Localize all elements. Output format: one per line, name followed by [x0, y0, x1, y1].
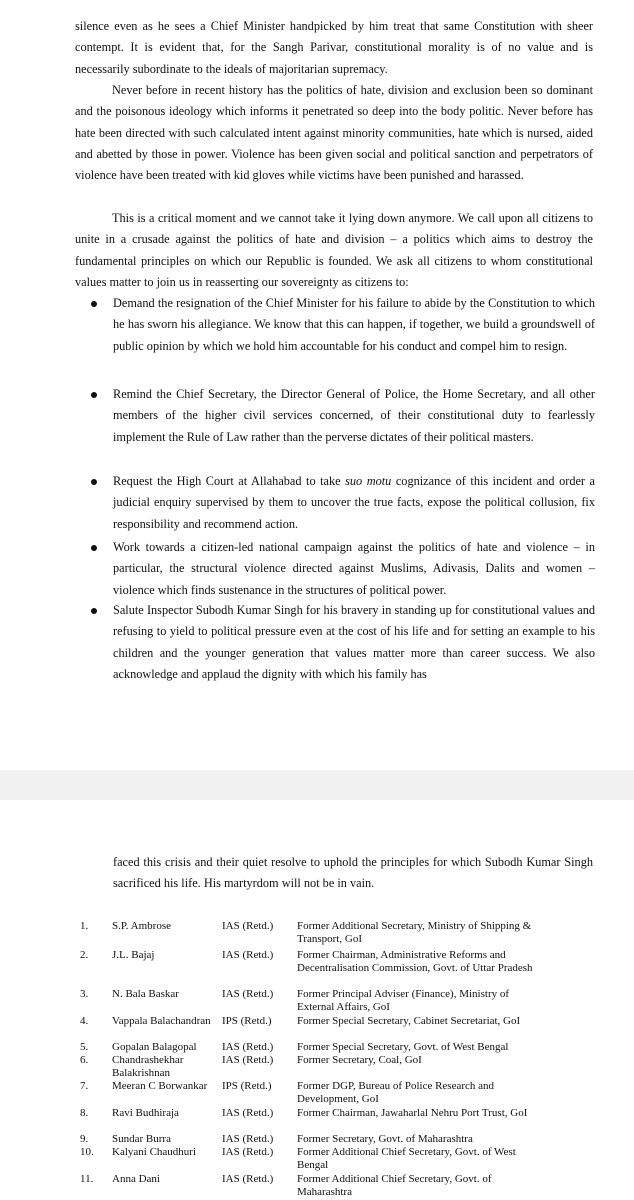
signatory-name: Meeran C Borwankar [112, 1080, 208, 1092]
signatory-name: Vappala Balachandran [112, 1015, 211, 1027]
bullet-dot [91, 479, 97, 485]
paragraph-continued: silence even as he sees a Chief Minister handpicked by him treat that same Constitution with sheer contempt. It is evident that, for the Sangh Parivar, constitutional morality is of no value and is necessarily subordinate to the ideals of majoritarian supremacy. [75, 19, 593, 76]
signatory-service: IPS (Retd.) [222, 1015, 272, 1027]
signatory-service: IAS (Retd.) [222, 988, 274, 1000]
signatory-service: IAS (Retd.) [222, 1107, 274, 1119]
signatory-role: Former Secretary, Govt. of Maharashtra [297, 1133, 473, 1145]
bullet-dot [91, 545, 97, 551]
signatory-role: Former Additional Secretary, Ministry of Shipping & Transport, GoI [297, 920, 532, 945]
bullet-text: Demand the resignation of the Chief Minister for his failure to abide by the Constitution to which he has sworn his allegiance. We know that this can happen, if together, we build a groundswell of public opinion by which we hold him accountable for his conduct and compel him to resign. [113, 296, 595, 353]
signatory-role: Former Principal Adviser (Finance), Ministry of External Affairs, GoI [297, 988, 510, 1013]
bullet-dot [91, 608, 97, 614]
signatory-number: 1. [80, 920, 89, 932]
signatory-number: 9. [80, 1133, 89, 1145]
signatory-number: 8. [80, 1107, 89, 1119]
bullet-text-part: cognizance of this incident and order a judicial enquiry supervised by them to uncover the true facts, expose the political collusion, fix responsibility and recommend action. [113, 474, 595, 531]
signatory-service: IAS (Retd.) [222, 1054, 274, 1066]
signatory-service: IAS (Retd.) [222, 920, 274, 932]
bullet-text: Work towards a citizen-led national campaign against the politics of hate and violence – in particular, the structural violence directed against Muslims, Adivasis, Dalits and women – violence which finds sustenance in the structures of political power. [113, 540, 595, 597]
signatory-role: Former DGP, Bureau of Police Research and Development, GoI [297, 1080, 495, 1105]
signatory-number: 10. [80, 1146, 94, 1158]
signatory-role: Former Special Secretary, Govt. of West Bengal [297, 1041, 509, 1053]
signatory-number: 2. [80, 949, 89, 961]
bullet-text [113, 471, 595, 535]
signatory-number: 3. [80, 988, 89, 1000]
signatory-name: N. Bala Baskar [112, 988, 179, 1000]
signatory-service: IAS (Retd.) [222, 1133, 274, 1145]
signatory-service: IPS (Retd.) [222, 1080, 272, 1092]
signatory-name: Ravi Budhiraja [112, 1107, 179, 1119]
bullet-text-part: Request the High Court at Allahabad to take [113, 474, 346, 488]
signatory-name: J.L. Bajaj [112, 949, 155, 961]
signatory-name: Chandrashekhar Balakrishnan [112, 1054, 184, 1079]
signatory-name: S.P. Ambrose [112, 920, 171, 932]
bullet-dot [91, 301, 97, 307]
signatory-name: Sundar Burra [112, 1133, 171, 1145]
bullet-text: Salute Inspector Subodh Kumar Singh for his bravery in standing up for constitutional values and refusing to yield to political pressure even at the cost of his life and for setting an example to his children and the younger generation that values matter more than career success. We also acknowledge and applaud the dignity with which his family has [113, 603, 595, 681]
paragraph-continuation: faced this crisis and their quiet resolve to uphold the principles for which Subodh Kumar Singh sacrificed his life. His martyrdom will not be in vain. [113, 855, 593, 891]
signatory-number: 7. [80, 1080, 89, 1092]
signatory-number: 4. [80, 1015, 89, 1027]
signatory-role: Former Additional Chief Secretary, Govt. of Maharashtra [297, 1173, 492, 1198]
signatory-number: 5. [80, 1041, 89, 1053]
bullet-dot [91, 392, 97, 398]
signatory-service: IAS (Retd.) [222, 1173, 274, 1185]
signatory-name: Kalyani Chaudhuri [112, 1146, 197, 1158]
paragraph-hate-politics: Never before in recent history has the politics of hate, division and exclusion been so dominant and the poisonous ideology which informs it penetrated so deep into the body politic. Never before has hate been directed with such calculated intent against minority communities, hate which is nursed, aided and abetted by those in power. Violence has been given social and political sanction and perpetrators of violence have been treated with kid gloves while victims have been punished and harassed. [75, 83, 593, 183]
signatory-name: Gopalan Balagopal [112, 1041, 197, 1053]
signatory-role: Former Special Secretary, Cabinet Secretariat, GoI [297, 1015, 521, 1027]
signatory-service: IAS (Retd.) [222, 1041, 274, 1053]
bullet-text-italic: suo motu [345, 474, 392, 488]
signatory-role: Former Secretary, Coal, GoI [297, 1054, 422, 1066]
signatory-name: Anna Dani [112, 1173, 160, 1185]
signatory-role: Former Additional Chief Secretary, Govt. of West Bengal [297, 1146, 516, 1171]
signatory-service: IAS (Retd.) [222, 949, 274, 961]
signatory-service: IAS (Retd.) [222, 1146, 274, 1158]
bullet-text: Remind the Chief Secretary, the Director General of Police, the Home Secretary, and all other members of the higher civil services concerned, of their constitutional duty to fearlessly implement the Rule of Law rather than the perverse dictates of their political masters. [113, 387, 595, 444]
signatory-role: Former Chairman, Administrative Reforms and Decentralisation Commission, Govt. of Uttar Pradesh [297, 949, 533, 974]
signatory-number: 11. [80, 1173, 94, 1185]
document-page-2 [0, 800, 634, 1200]
signatory-number: 6. [80, 1054, 89, 1066]
paragraph-call-to-action: This is a critical moment and we cannot take it lying down anymore. We call upon all citizens to unite in a crusade against the politics of hate and division – a politics which aims to destroy the fundamental principles on which our Republic is founded. We ask all citizens to whom constitutional values matter to join us in reasserting our sovereignty as citizens to: [75, 211, 593, 289]
signatory-role: Former Chairman, Jawaharlal Nehru Port Trust, GoI [297, 1107, 528, 1119]
